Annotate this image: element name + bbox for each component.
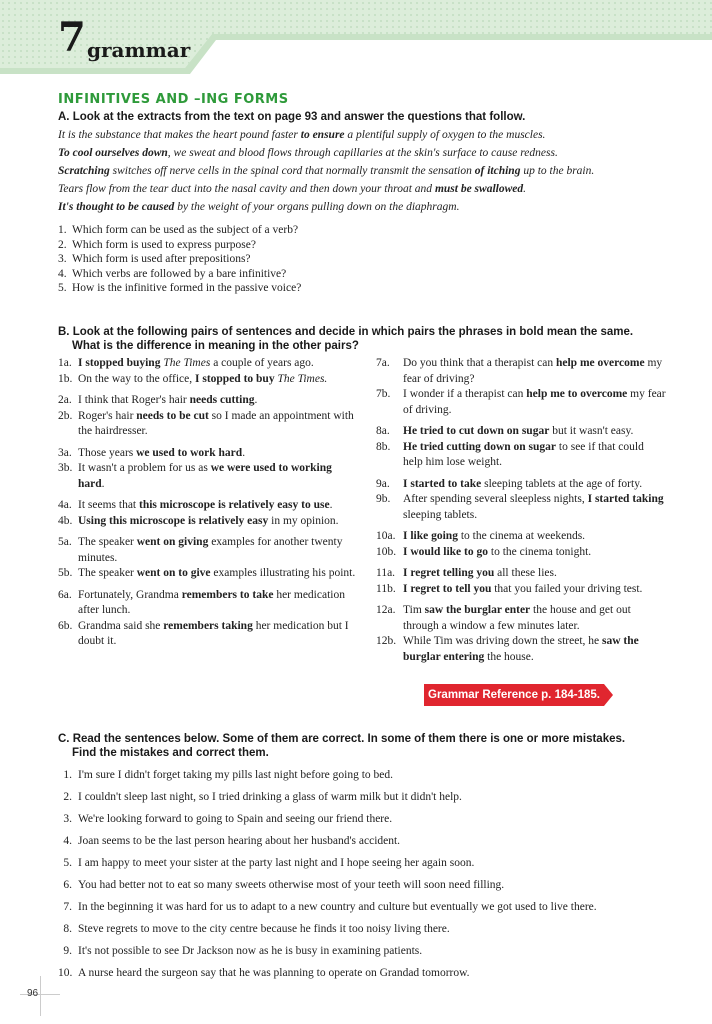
question-item [58,267,301,282]
text-run: must be swallowed [434,183,524,195]
text-run: I think that Roger's hair [78,394,190,406]
sentence-item [376,477,666,493]
sentence-item [376,634,666,665]
exercise-a-instruction: A. Look at the extracts from the text on page 93 and answer the questions that follow. [58,111,526,123]
correction-number: 4. [63,835,72,847]
text-run: saw the burglar entering [403,635,639,663]
sentence-text [403,566,666,582]
sentence-text [403,477,666,493]
sentence-item [58,498,358,514]
sentence-text [78,588,358,619]
exercise-b-right-column [376,356,666,671]
text-run: her medication after lunch. [78,588,345,616]
exercise-c-instruction [58,732,658,760]
sentence-label: 4b. [58,514,73,527]
text-run: my fear of driving. [403,388,666,416]
unit-header [0,0,712,84]
correction-number: 2. [63,791,72,803]
text-run: Fortunately, Grandma [78,588,182,601]
extract-line [58,144,678,162]
question-item [58,238,301,253]
sentence-text [403,582,666,598]
sentence-text [403,529,666,545]
text-run: I stopped buying [78,357,164,369]
extract-line [58,198,678,216]
text-run: needs to be cut [136,409,209,422]
sentence-label: 11b. [376,582,396,595]
extract-line [58,126,678,144]
correction-number: 1. [63,769,72,781]
text-run: He tried to cut down on sugar [403,425,550,437]
page-margin-line [40,976,41,1016]
text-run: Roger's hair [78,409,137,422]
text-run: to see if that could help him lose weight. [403,440,644,468]
text-run: I regret to tell you [403,582,492,595]
sentence-pair [58,446,358,493]
text-run: Tim [403,604,425,616]
correction-number: 5. [63,857,72,869]
sentence-label: 9b. [376,493,391,505]
sentence-text [403,492,666,523]
sentence-label: 5b. [58,567,73,579]
text-run: a plentiful supply of oxygen to the muscles. [344,129,546,141]
text-run: her medication but I doubt it. [78,619,349,647]
sentence-text [403,545,666,561]
sentence-label: 10a. [376,530,396,542]
exercise-a-questions [58,223,301,296]
sentence-pair [58,588,358,650]
text-run: I regret telling you [403,567,495,579]
correction-item [58,764,678,786]
correction-text: A nurse heard the surgeon say that he was planning to operate on Grandad tomorrow. [78,967,470,979]
question-text: How is the infinitive formed in the passive voice? [72,282,302,294]
text-run: The speaker [78,567,137,579]
correction-number: 7. [63,901,72,913]
text-run: to the cinema at weekends. [457,530,586,542]
text-run: It's thought to be caused [58,201,175,213]
correction-number: 6. [63,879,72,891]
exercise-b-instruction [58,325,658,353]
text-run: went on to give [136,567,211,579]
text-run: to the cinema tonight. [488,545,592,558]
exercise-b-instruction-line2: What is the difference in meaning in the other pairs? [72,340,359,352]
sentence-label: 10b. [376,545,397,558]
text-run: . [101,477,105,490]
text-run: . [242,446,246,459]
sentence-pair [58,356,358,387]
sentence-item [376,529,666,545]
correction-item [58,808,678,830]
text-run: On the way to the office, [78,372,195,385]
correction-text: We're looking forward to going to Spain and seeing our friend there. [78,813,393,825]
sentence-pair [376,424,666,471]
sentence-text [78,393,358,409]
correction-number: 3. [63,813,72,825]
text-run: so I made an appointment with the hairdresser. [78,409,354,437]
sentence-label: 3b. [58,462,73,474]
question-number: 2. [58,238,67,251]
text-run: this microscope is relatively easy to use [139,499,330,511]
text-run: but it wasn't easy. [549,425,634,437]
sentence-item [376,545,666,561]
sentence-text [78,498,358,514]
sentence-text [78,356,358,372]
sentence-item [376,424,666,440]
correction-number: 10. [58,967,73,979]
sentence-label: 7b. [376,388,391,400]
sentence-text [78,372,358,388]
text-run: While Tim was driving down the street, he [403,635,602,647]
sentence-text [78,619,358,650]
text-run: help me to overcome [526,388,628,400]
sentence-text [403,387,666,418]
exercise-c-sentences [58,764,678,984]
text-run: Grandma said she [78,619,164,632]
sentence-pair [376,356,666,418]
page-margin-tick [20,994,60,995]
sentence-label: 4a. [58,499,72,511]
question-text: Which form is used to express purpose? [72,238,256,251]
sentence-label: 3a. [58,446,72,459]
sentence-label: 6a. [58,588,72,601]
correction-text: In the beginning it was hard for us to adapt to a new country and culture but eventually we got used to live there. [78,901,597,913]
sentence-label: 9a. [376,477,390,490]
sentence-text [403,356,666,387]
text-run: , we sweat and blood flows through capillaries at the skin's surface to cause redness. [167,147,558,159]
text-run: I like going [403,530,458,542]
question-number: 1. [58,224,67,236]
text-run: remembers taking [163,619,253,632]
text-run: all these lies. [494,567,557,579]
correction-item [58,918,678,940]
sentence-pair [376,603,666,665]
text-run: the house. [484,650,534,663]
correction-text: I couldn't sleep last night, so I tried drinking a glass of warm milk but it didn't help. [78,791,462,803]
sentence-text [78,535,358,566]
grammar-reference-label: Grammar Reference p. 184-185. [428,689,600,701]
question-item [58,252,301,267]
sentence-item [58,372,358,388]
text-run: I wonder if a therapist can [403,388,527,400]
sentence-label: 8a. [376,425,390,437]
sentence-label: 12b. [376,635,397,647]
sentence-label: 7a. [376,357,390,369]
correction-item [58,852,678,874]
text-run: Tears flow from the tear duct into the nasal cavity and then down your throat and [58,183,435,195]
sentence-text [403,603,666,634]
sentence-pair [58,498,358,529]
sentence-item [376,387,666,418]
sentence-item [58,514,358,530]
exercise-a-extracts [58,126,678,216]
page-number: 96 [27,988,39,999]
text-run: to ensure [300,129,345,141]
sentence-text [78,461,358,492]
text-run: The Times [163,357,211,369]
text-run: examples for another twenty minutes. [78,536,343,564]
correction-text: You had better not to eat so many sweets otherwise most of your teeth will soon need filling. [78,879,505,891]
sentence-pair [376,529,666,560]
question-number: 5. [58,282,67,294]
correction-text: Joan seems to be the last person hearing about her husband's accident. [78,835,401,847]
text-run: To cool ourselves down [58,147,168,159]
question-number: 4. [58,267,67,280]
text-run: . [254,394,258,406]
sentence-text [403,440,666,471]
text-run: switches off nerve cells in the spinal cord that normally transmit the sensation [109,165,475,177]
question-text: Which form is used after prepositions? [72,253,251,265]
sentence-item [376,582,666,598]
text-run: . [329,499,333,511]
text-run: It wasn't a problem for us as [78,462,211,474]
sentence-label: 6b. [58,619,73,632]
sentence-label: 2b. [58,409,73,422]
sentence-text [78,566,358,582]
sentence-label: 1a. [58,357,72,369]
exercise-c-instruction-line2: Find the mistakes and correct them. [72,747,269,759]
question-text: Which verbs are followed by a bare infinitive? [72,267,287,280]
sentence-item [376,440,666,471]
correction-number: 9. [63,945,72,957]
text-run: that you failed your driving test. [491,582,643,595]
correction-item [58,896,678,918]
sentence-text [78,409,358,440]
correction-text: Steve regrets to move to the city centre because he finds it too noisy living there. [78,923,450,935]
sentence-label: 5a. [58,536,72,548]
text-run: Those years [78,446,137,459]
text-run: I stopped to buy [195,372,278,385]
correction-item [58,962,678,984]
sentence-text [403,424,666,440]
text-run: I would like to go [403,545,488,558]
text-run: we were used to working hard [78,462,332,490]
correction-item [58,830,678,852]
sentence-label: 12a. [376,604,396,616]
sentence-item [58,409,358,440]
text-run: by the weight of your organs pulling down on the diaphragm. [174,201,460,213]
correction-number: 8. [63,923,72,935]
text-run: saw the burglar enter [424,604,531,616]
correction-item [58,874,678,896]
text-run: Scratching [58,165,110,177]
text-run: The Times. [277,372,328,385]
correction-item [58,786,678,808]
text-run: examples illustrating his point. [210,567,356,579]
correction-text: I am happy to meet your sister at the party last night and I hope seeing her again soon. [78,857,475,869]
sentence-item [58,446,358,462]
sentence-pair [376,566,666,597]
text-run: Using this microscope is relatively easy [78,514,269,527]
text-run: we used to work hard [136,446,243,459]
sentence-item [58,619,358,650]
question-text: Which form can be used as the subject of a verb? [72,224,299,236]
sentence-label: 2a. [58,394,72,406]
sentence-pair [376,477,666,524]
text-run: my fear of driving? [403,357,663,385]
sentence-text [403,634,666,665]
text-run: needs cutting [189,394,255,406]
text-run: . [523,183,526,195]
sentence-label: 11a. [376,567,396,579]
section-title: INFINITIVES AND –ING FORMS [58,92,289,107]
unit-title: grammar [87,38,191,62]
unit-number: 7 [58,14,86,61]
text-run: of itching [474,165,521,177]
exercise-c-instruction-line1: C. Read the sentences below. Some of them are correct. In some of them there is one or more mistakes. [58,733,626,745]
text-run: the house and get out through a window a few minutes later. [403,604,631,632]
sentence-item [58,461,358,492]
extract-line [58,180,678,198]
text-run: up to the brain. [520,165,595,177]
question-item [58,281,301,296]
question-number: 3. [58,253,67,265]
sentence-label: 8b. [376,440,391,453]
sentence-text [78,514,358,530]
sentence-item [58,356,358,372]
text-run: He tried cutting down on sugar [403,440,557,453]
sentence-text [78,446,358,462]
text-run: in my opinion. [268,514,339,527]
text-run: It is the substance that makes the heart pound faster [58,129,301,141]
text-run: I started to take [403,477,482,490]
text-run: went on giving [136,536,209,548]
sentence-item [376,603,666,634]
extract-line [58,162,678,180]
sentence-pair [58,535,358,582]
sentence-item [58,393,358,409]
correction-text: I'm sure I didn't forget taking my pills last night before going to bed. [78,769,394,781]
correction-text: It's not possible to see Dr Jackson now as he is busy in examining patients. [78,945,423,957]
question-item [58,223,301,238]
text-run: sleeping tablets. [403,508,478,521]
correction-item [58,940,678,962]
text-run: The speaker [78,536,137,548]
sentence-item [376,492,666,523]
text-run: After spending several sleepless nights, [403,493,588,505]
sentence-item [376,356,666,387]
sentence-item [58,535,358,566]
text-run: I started taking [587,493,664,505]
text-run: help me overcome [555,357,645,369]
text-run: It seems that [78,499,139,511]
exercise-b-instruction-line1: B. Look at the following pairs of sentences and decide in which pairs the phrases in bold mean the same. [58,326,634,338]
text-run: remembers to take [181,588,274,601]
text-run: a couple of years ago. [210,357,314,369]
sentence-item [376,566,666,582]
sentence-item [58,566,358,582]
sentence-label: 1b. [58,372,73,385]
text-run: Do you think that a therapist can [403,357,556,369]
sentence-item [58,588,358,619]
text-run: sleeping tablets at the age of forty. [481,477,643,490]
exercise-b-left-column [58,356,358,656]
sentence-pair [58,393,358,440]
